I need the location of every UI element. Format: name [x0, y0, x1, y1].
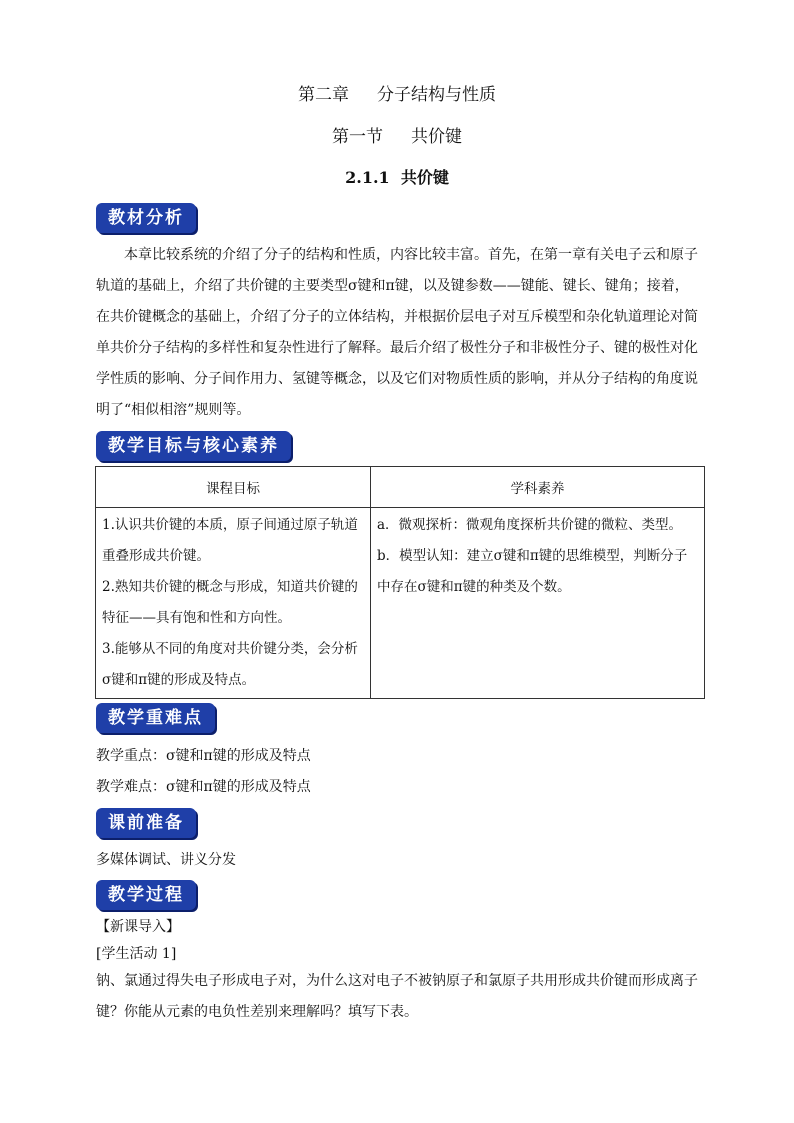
analysis-paragraph	[96, 240, 702, 426]
badge-keypoints: 教学重难点	[96, 703, 215, 733]
header-course-goals: 课程目标	[96, 467, 371, 508]
preparation-text: 多媒体调试、讲义分发	[96, 852, 236, 868]
section-name: 共价键	[411, 127, 462, 147]
process-section-label: 【新课导入】	[96, 919, 180, 935]
section-number: 第一节	[332, 127, 383, 147]
badge-analysis: 教材分析	[96, 203, 196, 233]
goals-table	[95, 466, 705, 699]
chapter-number: 第二章	[298, 85, 349, 105]
lesson-heading	[0, 165, 794, 188]
literacy-item: b．模型认知：建立σ键和π键的思维模型，判断分子中存在σ键和π键的种类及个数。	[377, 548, 688, 595]
difficult-point: 教学难点：σ键和π键的形成及特点	[96, 779, 311, 795]
analysis-text: 本章比较系统的介绍了分子的结构和性质，内容比较丰富。首先，在第一章有关电子云和原子轨道的基础上，介绍了共价键的主要类型σ键和π键，以及键参数——键能、键长、键角；接着，在共价键概念的基础上，介绍了分子的立体结构，并根据价层电子对互斥模型和杂化轨道理论对简单共价分子结构的多样性和复杂性进行了解释。最后介绍了极性分子和非极性分子、键的极性对化学性质的影响、分子间作用力、氢键等概念，以及它们对物质性质的影响，并从分子结构的角度说明了“相似相溶”规则等。	[96, 247, 698, 418]
lesson-name: 共价键	[400, 168, 449, 187]
course-goal-item: 3.能够从不同的角度对共价键分类，会分析σ键和π键的形成及特点。	[102, 641, 358, 688]
activity-paragraph	[96, 966, 702, 1028]
activity-text: 钠、氯通过得失电子形成电子对，为什么这对电子不被钠原子和氯原子共用形成共价键而形成离子键？你能从元素的电负性差别来理解吗？填写下表。	[96, 973, 698, 1020]
lesson-number: 2.1.1	[345, 168, 390, 187]
course-goal-item: 1.认识共价键的本质，原子间通过原子轨道重叠形成共价键。	[102, 517, 358, 564]
badge-goals: 教学目标与核心素养	[96, 431, 291, 461]
table-header-row	[96, 467, 705, 508]
course-goals-cell	[96, 508, 371, 699]
chapter-name: 分子结构与性质	[377, 85, 496, 105]
course-goal-item: 2.熟知共价键的概念与形成，知道共价键的特征——具有饱和性和方向性。	[102, 579, 358, 626]
key-point: 教学重点：σ键和π键的形成及特点	[96, 748, 311, 764]
badge-process: 教学过程	[96, 880, 196, 910]
section-heading	[0, 122, 794, 147]
literacy-cell	[371, 508, 705, 699]
literacy-item: a．微观探析：微观角度探析共价键的微粒、类型。	[377, 517, 683, 533]
chapter-heading	[0, 80, 794, 105]
table-row	[96, 508, 705, 699]
header-literacy: 学科素养	[371, 467, 705, 508]
badge-preparation: 课前准备	[96, 808, 196, 838]
activity-label: [学生活动 1]	[96, 946, 177, 962]
